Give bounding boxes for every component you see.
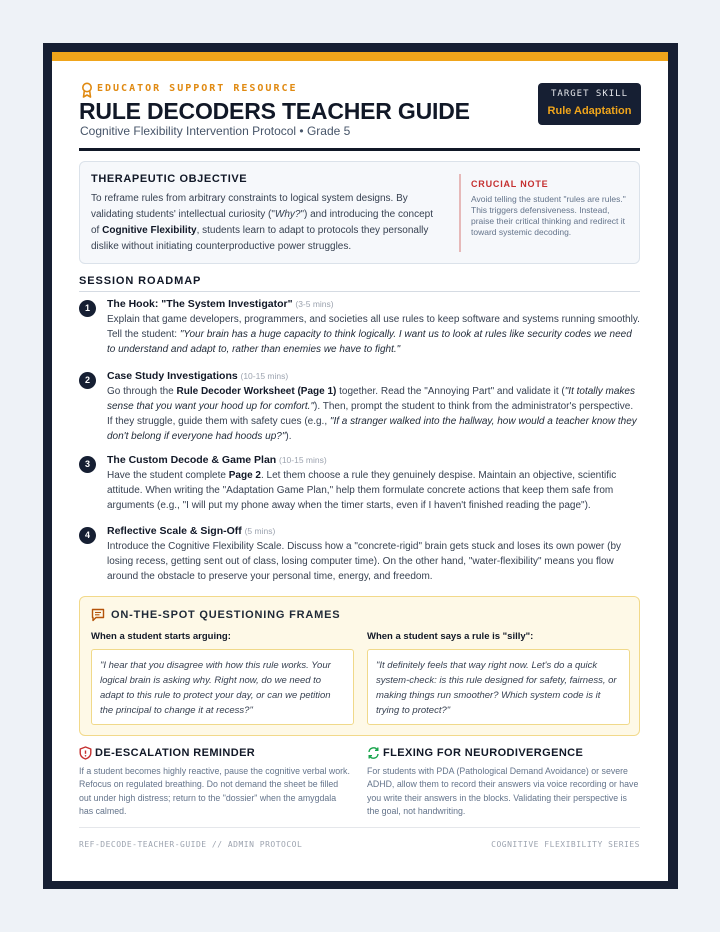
neurodivergence-heading: FLEXING FOR NEURODIVERGENCE (383, 747, 584, 759)
target-skill-badge (538, 83, 641, 125)
step-quote: "It totally makes sense that you want your hood up for comfort." (107, 386, 635, 412)
roadmap-heading: SESSION ROADMAP (79, 275, 202, 287)
roadmap-divider (79, 291, 640, 292)
objective-text: ") and introducing the concept of (91, 209, 433, 236)
objective-body (91, 191, 436, 255)
note-divider (459, 174, 461, 252)
frame-subheading-arguing: When a student starts arguing: (91, 631, 231, 642)
step-text: . Let them choose a rule they genuinely despise. Maintain an objective, scientific attitude. When writing the "Adaptation Game Plan," help them formulate concrete actions that keep them safe from arguments (e.g., "I will put my phone away when the timer starts, even if I haven't finished reading the page"). (107, 470, 617, 511)
step-quote: "Your brain has a huge capacity to think logically. I want us to look at rules like security codes we need to understand and adapt to, rather than enemies we have to fight." (107, 329, 632, 355)
eyebrow-label: EDUCATOR SUPPORT RESOURCE (97, 83, 298, 94)
chat-icon (91, 608, 105, 622)
header-divider (79, 148, 640, 151)
step-text: Explain that game developers, programmers, and societies all use rules to keep software and systems running smoothly. Tell the student: (107, 314, 640, 340)
page-title: RULE DECODERS TEACHER GUIDE (79, 98, 470, 124)
step-text: ). (285, 431, 292, 442)
award-icon (80, 82, 94, 98)
step-time: (10-15 mins) (240, 371, 289, 381)
objective-heading: THERAPEUTIC OBJECTIVE (91, 173, 248, 185)
questioning-frames-panel (79, 596, 640, 736)
shield-alert-icon (79, 746, 92, 760)
step-quote: "If a stranger walked into the hallway, how would a teacher know they don't belong if everyone had hoods up?" (107, 416, 637, 442)
objective-panel (79, 161, 640, 264)
roadmap-step (107, 524, 640, 584)
roadmap-step (107, 369, 640, 444)
step-number: 2 (79, 372, 96, 389)
footer-divider (79, 827, 640, 828)
step-text: Have the student complete (107, 470, 229, 481)
page-subtitle: Cognitive Flexibility Intervention Protocol • Grade 5 (80, 124, 351, 138)
step-number: 1 (79, 300, 96, 317)
accent-bar (52, 52, 668, 61)
step-text: Introduce the Cognitive Flexibility Scale. Discuss how a "concrete-rigid" brain gets stuck and loses its own power (by losing recess, getting sent out of class, losing computer time). On the other hand, "water-flexibility" means you flow around the obstacle to preserve your personal time, energy, and freedom. (107, 541, 621, 582)
guide-page (52, 52, 668, 881)
roadmap-step (107, 453, 640, 513)
footer-reference: REF-DECODE-TEACHER-GUIDE // ADMIN PROTOCOL (79, 840, 303, 849)
target-skill-value: Rule Adaptation (547, 105, 632, 117)
footer-series: COGNITIVE FLEXIBILITY SERIES (491, 840, 640, 849)
step-title: The Hook: "The System Investigator" (107, 298, 293, 310)
step-keyword: Rule Decoder Worksheet (Page 1) (176, 386, 337, 397)
crucial-note-body: Avoid telling the student "rules are rules." This triggers defensiveness. Instead, praise their critical thinking and redirect it toward systemic decoding. (471, 194, 626, 237)
step-text: Go through the (107, 386, 177, 397)
step-text: ). Then, prompt the student to think from the administrator's perspective. If they struggle, guide them with safety cues (e.g., (107, 401, 634, 427)
crucial-note-heading: CRUCIAL NOTE (471, 179, 549, 189)
step-number: 4 (79, 527, 96, 544)
neurodivergence-body: For students with PDA (Pathological Demand Avoidance) or severe ADHD, allow them to record their answers via voice recording or have you write their answers in the blocks. Validating their perspective is the goal, not handwriting. (367, 766, 639, 816)
questioning-heading: ON-THE-SPOT QUESTIONING FRAMES (111, 609, 341, 621)
step-time: (5 mins) (244, 526, 276, 536)
step-title: Reflective Scale & Sign-Off (107, 525, 242, 537)
objective-text: , students learn to adapt to protocols they personally dislike without initiating counterproductive power struggles. (91, 225, 429, 252)
step-title: Case Study Investigations (107, 370, 238, 382)
refresh-icon (367, 746, 380, 760)
deescalation-body: If a student becomes highly reactive, pause the cognitive verbal work. Refocus on regulated breathing. Do not demand the sheet be filled out under high distress; return to the "dossier" when the amygdala has calmed. (79, 766, 350, 816)
step-time: (3-5 mins) (295, 299, 334, 309)
step-number: 3 (79, 456, 96, 473)
frame-quote-arguing: "I hear that you disagree with how this rule works. Your logical brain is asking why. Right now, do we need to adapt to this rule to protect your day, or can we petition the principal to change it at recess?" (91, 649, 354, 725)
step-keyword: Page 2 (228, 470, 261, 481)
objective-keyword: Cognitive Flexibility (102, 225, 197, 236)
frame-subheading-silly: When a student says a rule is "silly": (367, 631, 534, 642)
deescalation-heading: DE-ESCALATION REMINDER (95, 747, 256, 759)
step-time: (10-15 mins) (279, 455, 327, 465)
step-text: together. Read the "Annoying Part" and validate it ( (336, 386, 565, 397)
roadmap-step (107, 297, 640, 357)
objective-text: To reframe rules from arbitrary constraints to logical system designs. By validating students' intellectual curiosity (" (91, 193, 408, 220)
target-skill-label: TARGET SKILL (550, 89, 629, 99)
frame-quote-silly: "It definitely feels that way right now. Let's do a quick system-check: is this rule designed for safety, fairness, or making things run smoother? Which system code is it trying to protect?" (367, 649, 630, 725)
step-title: The Custom Decode & Game Plan (107, 454, 277, 466)
objective-emphasis: Why? (274, 209, 301, 220)
